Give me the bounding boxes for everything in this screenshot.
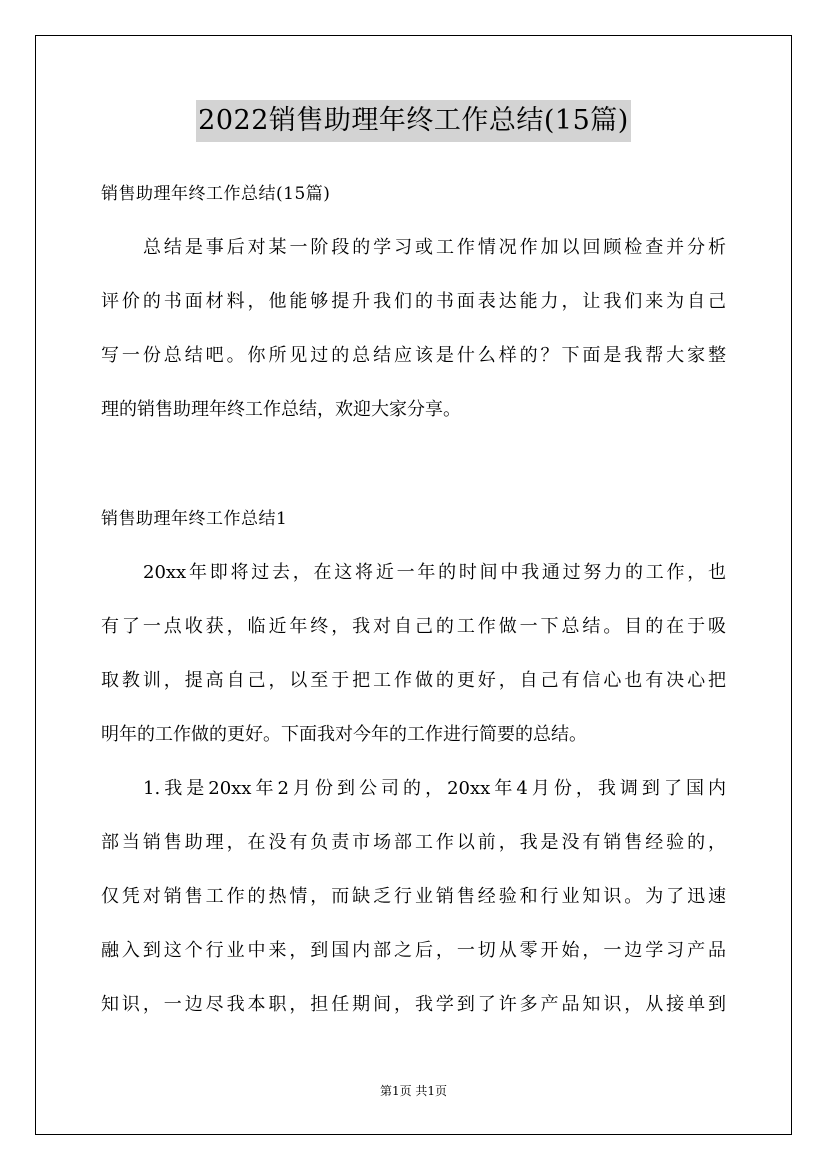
paragraph-line: 部当销售助理，在没有负责市场部工作以前，我是没有销售经验的，: [101, 832, 726, 853]
page-footer: 第1页 共1页: [379, 1084, 448, 1098]
paragraph-line: 融入到这个行业中来，到国内部之后，一切从零开始，一边学习产品: [101, 940, 726, 961]
intro-line: 总结是事后对某一阶段的学习或工作情况作加以回顾检查并分析: [143, 237, 726, 258]
paragraph-line: 1.我是20xx年2月份到公司的，20xx年4月份，我调到了国内: [143, 778, 726, 799]
paragraph-line: 明年的工作做的更好。下面我对今年的工作进行简要的总结。: [101, 724, 587, 745]
paragraph-line: 取教训，提高自己，以至于把工作做的更好，自己有信心也有决心把: [101, 670, 726, 691]
title-container: [0, 100, 827, 142]
document-title: 2022销售助理年终工作总结(15篇): [196, 100, 631, 142]
intro-line: 写一份总结吧。你所见过的总结应该是什么样的？下面是我帮大家整: [101, 345, 726, 366]
document-subtitle: 销售助理年终工作总结(15篇): [101, 184, 331, 204]
intro-line: 评价的书面材料，他能够提升我们的书面表达能力，让我们来为自己: [101, 291, 726, 312]
paragraph-line: 有了一点收获，临近年终，我对自己的工作做一下总结。目的在于吸: [101, 616, 726, 637]
paragraph-line: 仅凭对销售工作的热情，而缺乏行业销售经验和行业知识。为了迅速: [101, 886, 726, 907]
section-heading: 销售助理年终工作总结1: [101, 509, 288, 529]
intro-line: 理的销售助理年终工作总结，欢迎大家分享。: [101, 399, 461, 420]
paragraph-line: 知识，一边尽我本职，担任期间，我学到了许多产品知识，从接单到: [101, 994, 726, 1015]
paragraph-line: 20xx年即将过去，在这将近一年的时间中我通过努力的工作，也: [143, 562, 726, 583]
